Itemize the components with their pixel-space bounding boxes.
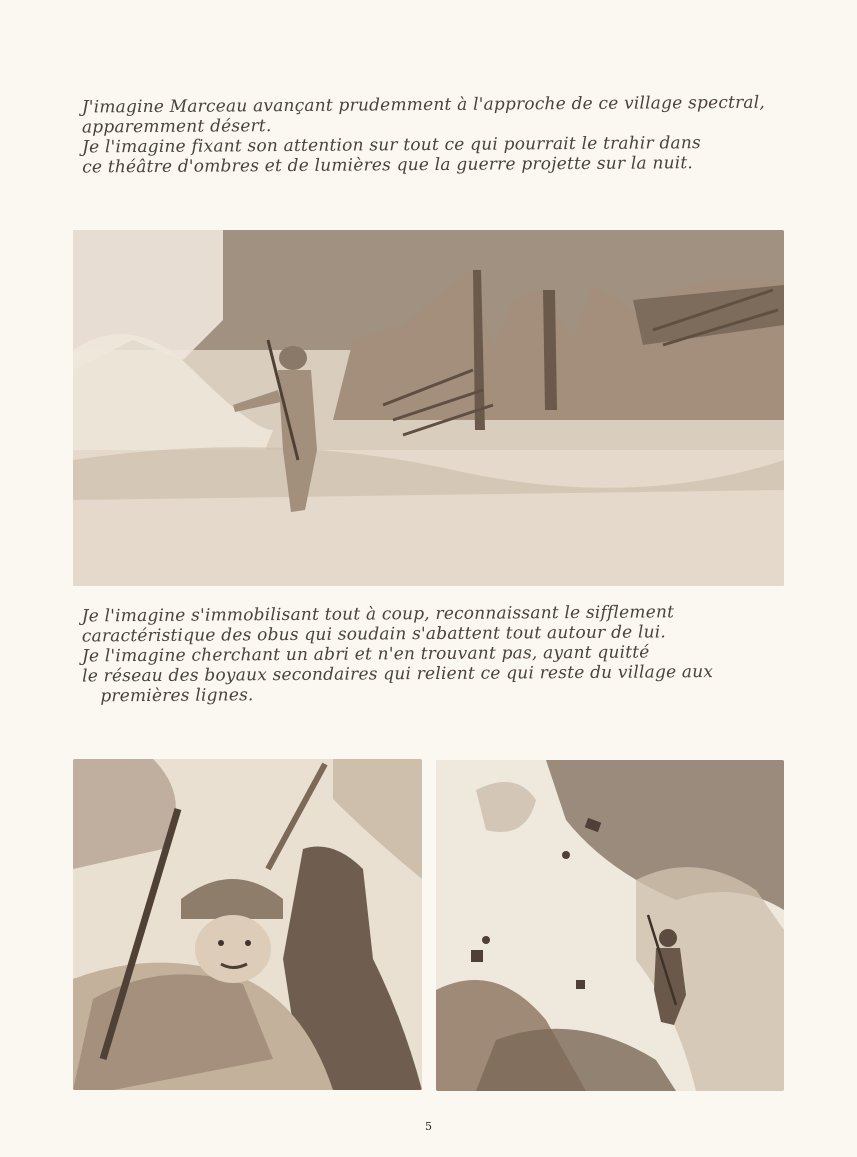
narration-line: Je l'imagine cherchant un abri et n'en trouvant pas, ayant quitté [81, 642, 650, 667]
narration-line: le réseau des boyaux secondaires qui relient ce qui reste du village aux [82, 662, 714, 687]
soldier-closeup-illustration [73, 759, 422, 1090]
narration-line: Je l'imagine fixant son attention sur tout ce qui pourrait le trahir dans [82, 133, 702, 158]
narration-line: ce théâtre d'ombres et de lumières que la guerre projette sur la nuit. [82, 153, 694, 178]
narration-line: premières lignes. [100, 685, 254, 707]
comic-panel-village-ruins [73, 230, 784, 586]
narration-line: caractéristique des obus qui soudain s'abattent tout autour de lui. [81, 622, 667, 647]
narration-line: Je l'imagine s'immobilisant tout à coup, reconnaissant le sifflement [81, 602, 675, 627]
narration-line: J'imagine Marceau avançant prudemment à l'approche de ce village spectral, [81, 92, 766, 118]
page-number: 5 [425, 1120, 432, 1133]
comic-panel-shelling [436, 760, 784, 1091]
narration-caption-middle [82, 602, 783, 707]
shelling-illustration [436, 760, 784, 1091]
narration-caption-top [82, 93, 783, 178]
narration-line: apparemment désert. [81, 116, 272, 138]
village-ruins-illustration [73, 230, 784, 586]
comic-panel-soldier-closeup [73, 759, 422, 1090]
